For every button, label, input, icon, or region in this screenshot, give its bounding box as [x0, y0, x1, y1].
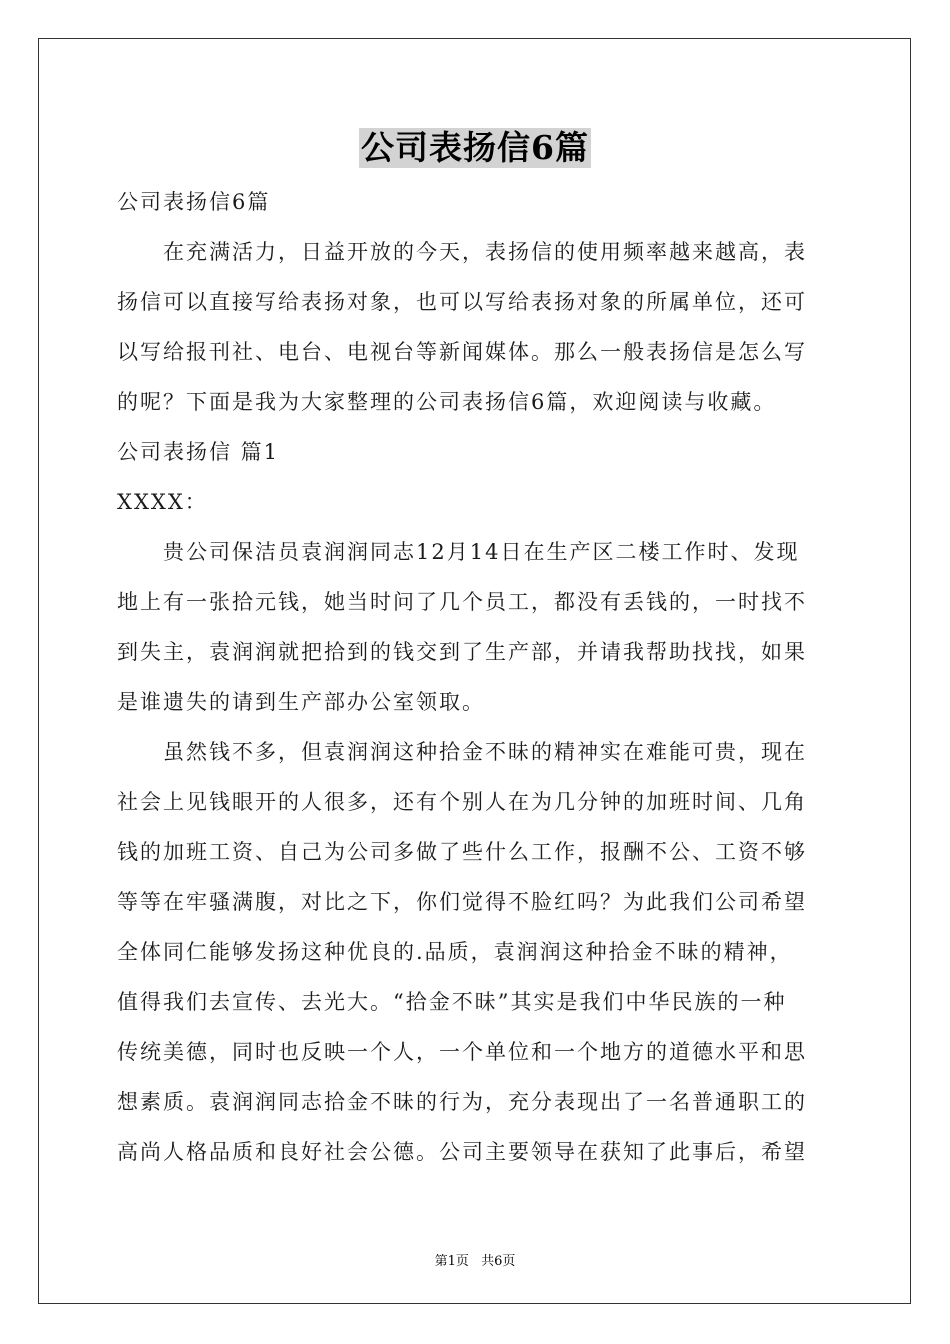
text-line: 的呢？下面是我为大家整理的公司表扬信6篇，欢迎阅读与收藏。 [117, 390, 777, 414]
document-title: 公司表扬信6篇 [361, 128, 589, 167]
text-line: XXXX： [117, 490, 208, 514]
text-line: 传统美德，同时也反映一个人，一个单位和一个地方的道德水平和思 [117, 1040, 807, 1064]
text-line: 社会上见钱眼开的人很多，还有个别人在为几分钟的加班时间、几角 [117, 790, 807, 814]
text-line: 是谁遗失的请到生产部办公室领取。 [117, 690, 485, 714]
title-container [0, 128, 950, 168]
text-line: 高尚人格品质和良好社会公德。公司主要领导在获知了此事后，希望 [117, 1140, 807, 1164]
text-line: 想素质。袁润润同志拾金不昧的行为，充分表现出了一名普通职工的 [117, 1090, 807, 1114]
text-line: 钱的加班工资、自己为公司多做了些什么工作，报酬不公、工资不够 [117, 840, 807, 864]
text-line: 值得我们去宣传、去光大。“拾金不昧”其实是我们中华民族的一种 [117, 990, 787, 1014]
text-line: 扬信可以直接写给表扬对象，也可以写给表扬对象的所属单位，还可 [117, 290, 807, 314]
text-line: 等等在牢骚满腹，对比之下，你们觉得不脸红吗？为此我们公司希望 [117, 890, 807, 914]
page-total: 共6页 [481, 1254, 516, 1269]
text-line: 到失主，袁润润就把拾到的钱交到了生产部，并请我帮助找找，如果 [117, 640, 807, 664]
page-number: 第1页 [434, 1254, 469, 1269]
text-line: 虽然钱不多，但袁润润这种拾金不昧的精神实在难能可贵，现在 [117, 740, 807, 764]
text-line: 全体同仁能够发扬这种优良的.品质，袁润润这种拾金不昧的精神， [117, 940, 793, 964]
text-line: 贵公司保洁员袁润润同志12月14日在生产区二楼工作时、发现 [117, 540, 800, 564]
text-line: 地上有一张拾元钱，她当时问了几个员工，都没有丢钱的，一时找不 [117, 590, 807, 614]
text-line: 公司表扬信6篇 [117, 190, 271, 214]
text-line: 公司表扬信 篇1 [117, 440, 280, 464]
document-body [117, 177, 834, 1177]
text-line: 在充满活力，日益开放的今天，表扬信的使用频率越来越高，表 [117, 240, 807, 264]
text-line: 以写给报刊社、电台、电视台等新闻媒体。那么一般表扬信是怎么写 [117, 340, 807, 364]
page-footer [0, 1250, 950, 1269]
